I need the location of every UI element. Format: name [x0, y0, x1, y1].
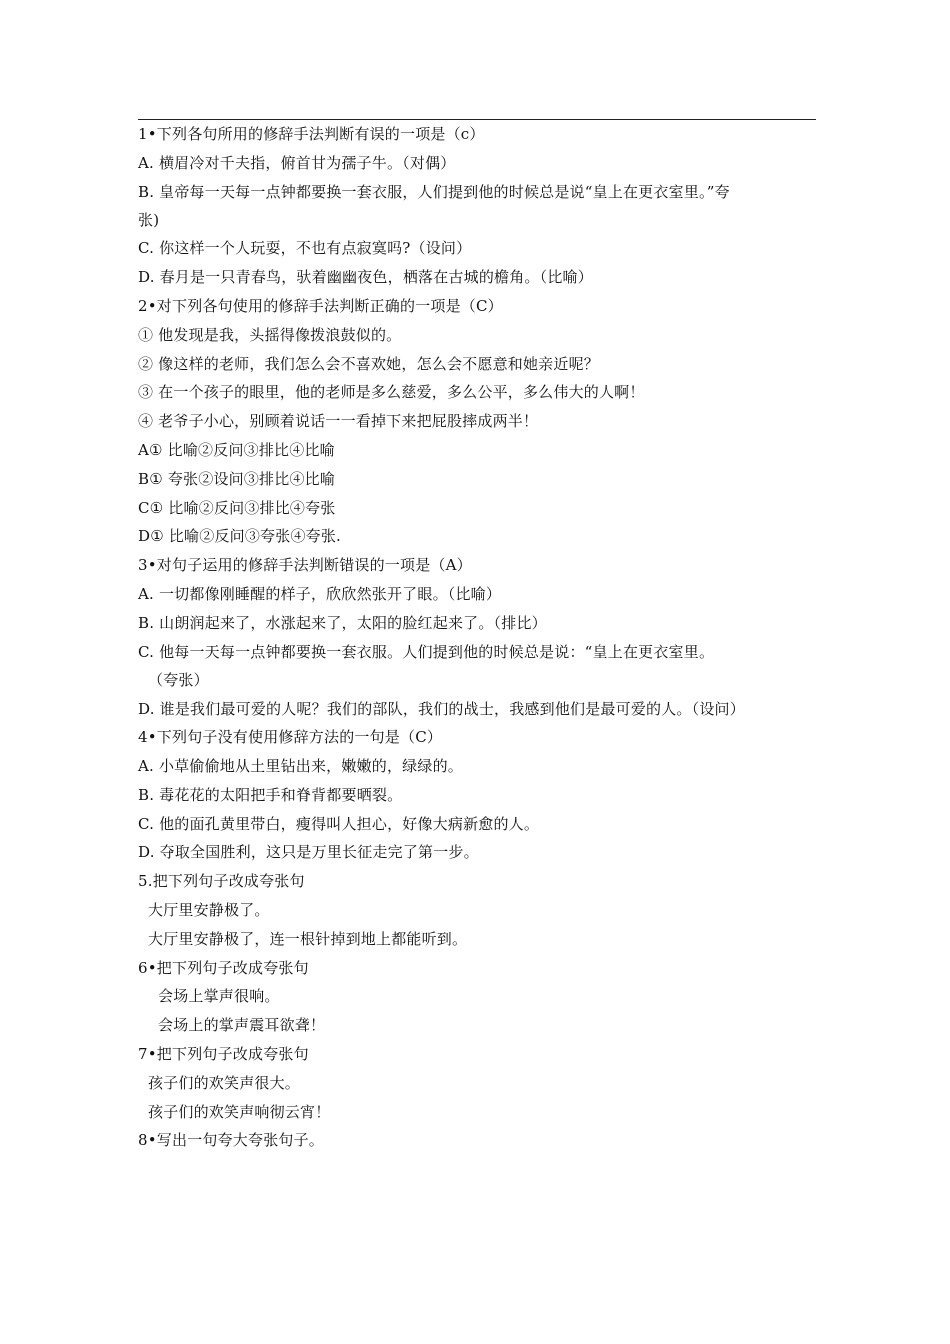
text-line: 孩子们的欢笑声响彻云宵！	[148, 1102, 331, 1121]
text-line: （夸张）	[148, 671, 209, 690]
text-line: 会场上的掌声震耳欲聋！	[158, 1016, 326, 1035]
text-line: 8•写出一句夸大夸张句子。	[138, 1131, 324, 1150]
text-line: A. 一切都像刚睡醒的样子，欣欣然张开了眼。（比喻）	[138, 584, 502, 603]
text-line: C. 他的面孔黄里带白，瘦得叫人担心，好像大病新愈的人。	[138, 814, 540, 833]
text-line: ① 他发现是我，头摇得像拨浪鼓似的。	[138, 325, 402, 344]
text-line: A. 小草偷偷地从土里钻出来，嫩嫩的，绿绿的。	[138, 756, 463, 775]
text-line: A① 比喻②反问③排比④比喻	[138, 440, 335, 459]
text-line: 张)	[138, 210, 160, 229]
text-line: ④ 老爷子小心，别顾着说话一一看掉下来把屁股摔成两半！	[138, 412, 539, 431]
text-line: 2•对下列各句使用的修辞手法判断正确的一项是（C）	[138, 296, 503, 315]
text-line: B. 皇帝每一天每一点钟都要换一套衣服，人们提到他的时候总是说“皇上在更衣室里。”夸	[138, 182, 730, 201]
text-line: D. 谁是我们最可爱的人呢？我们的部队，我们的战士，我感到他们是最可爱的人。（设问）	[138, 700, 745, 719]
text-line: 6•把下列句子改成夸张句	[138, 958, 309, 977]
text-line: C① 比喻②反问③排比④夸张	[138, 498, 336, 517]
text-line: D. 夺取全国胜利，这只是万里长征走完了第一步。	[138, 843, 479, 862]
text-line: 会场上掌声很响。	[158, 987, 280, 1006]
text-line: 7•把下列句子改成夸张句	[138, 1044, 309, 1063]
text-line: 大厅里安静极了。	[148, 900, 270, 919]
text-line: 孩子们的欢笑声很大。	[148, 1073, 301, 1092]
text-line: 3•对句子运用的修辞手法判断错误的一项是（A）	[138, 556, 472, 575]
text-line: B. 毒花花的太阳把手和脊背都要晒裂。	[138, 785, 403, 804]
document-body	[138, 120, 816, 1155]
text-line: B① 夸张②设问③排比④比喻	[138, 469, 336, 488]
text-line: D① 比喻②反问③夸张④夸张.	[138, 527, 342, 546]
text-line: 5.把下列句子改成夸张句	[138, 872, 305, 891]
text-line: C. 他每一天每一点钟都要换一套衣服。人们提到他的时候总是说：“皇上在更衣室里。	[138, 642, 715, 661]
text-line: B. 山朗润起来了，水涨起来了，太阳的脸红起来了。（排比）	[138, 613, 547, 632]
text-line: C. 你这样一个人玩耍，不也有点寂寞吗?（设问）	[138, 239, 472, 258]
text-line: D. 春月是一只青春鸟，驮着幽幽夜色，栖落在古城的檐角。（比喻）	[138, 268, 593, 287]
text-line: ③ 在一个孩子的眼里，他的老师是多么慈爱，多么公平，多么伟大的人啊！	[138, 383, 645, 402]
text-line: A. 横眉冷对千夫指，俯首甘为孺子牛。（对偶）	[138, 153, 456, 172]
text-line: 4•下列句子没有使用修辞方法的一句是（C）	[138, 728, 443, 747]
text-line: 1•下列各句所用的修辞手法判断有误的一项是（c）	[138, 125, 485, 143]
text-line: 大厅里安静极了，连一根针掉到地上都能听到。	[148, 929, 468, 948]
text-line: ② 像这样的老师，我们怎么会不喜欢她，怎么会不愿意和她亲近呢？	[138, 354, 599, 373]
